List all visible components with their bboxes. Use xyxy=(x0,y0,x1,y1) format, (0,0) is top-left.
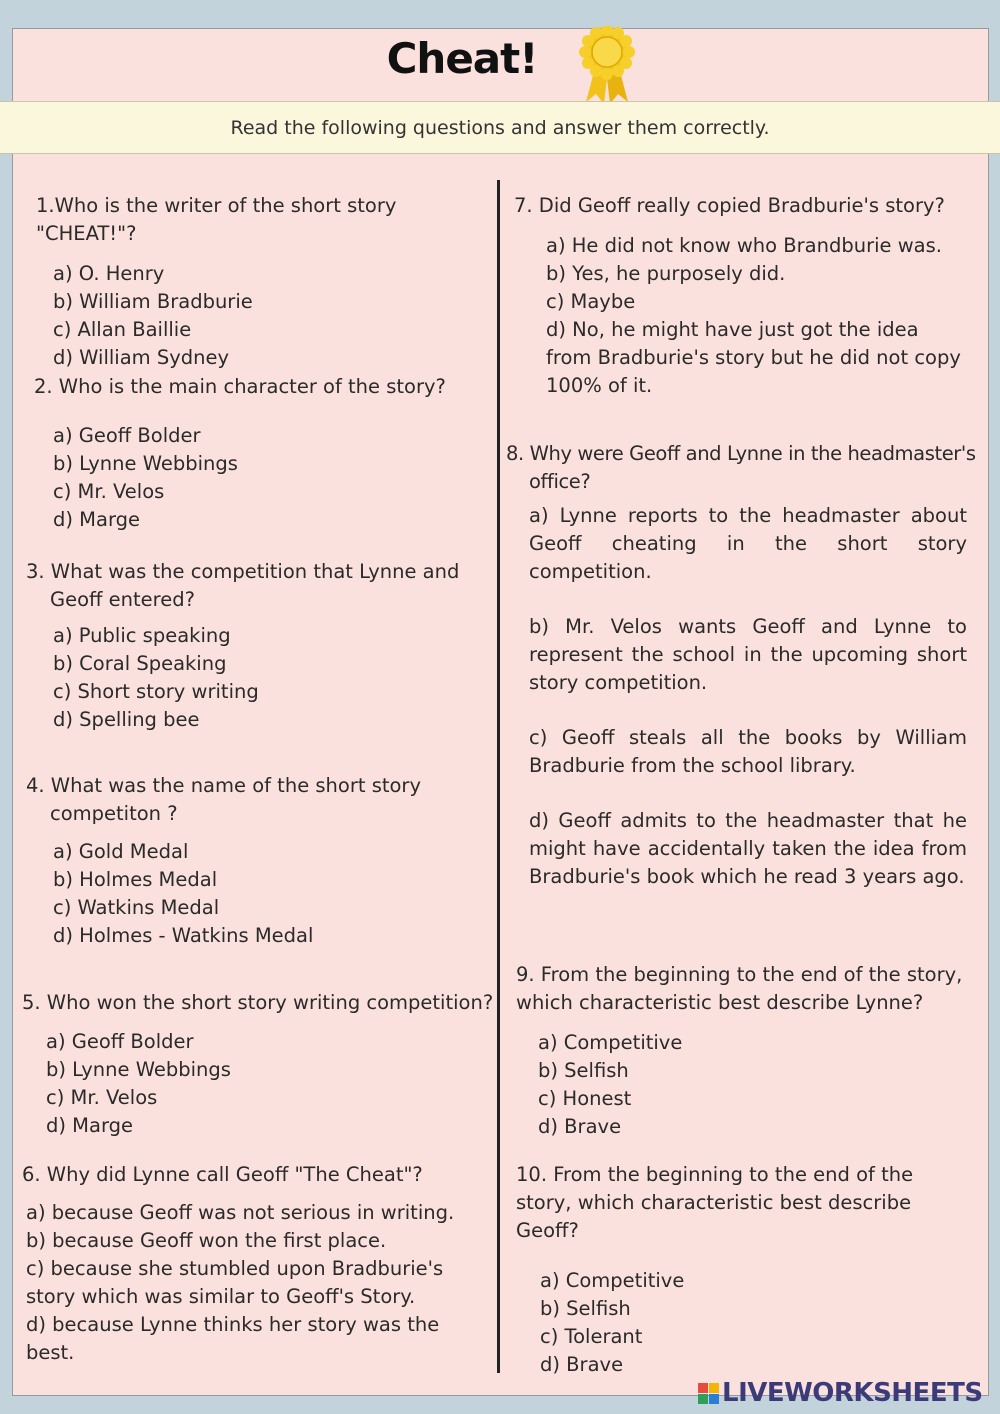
option[interactable]: a) Competitive xyxy=(540,1269,685,1292)
question-stem: 2. Who is the main character of the story? xyxy=(34,375,446,398)
liveworksheets-logo xyxy=(698,1378,983,1408)
option[interactable]: b) Lynne Webbings xyxy=(46,1058,231,1081)
instruction-text: Read the following questions and answer them correctly. xyxy=(230,117,770,139)
option[interactable]: d) William Sydney xyxy=(53,346,230,369)
question-1 xyxy=(36,192,496,372)
option[interactable]: b) Selfish xyxy=(538,1059,629,1082)
column-divider xyxy=(497,180,500,1373)
option[interactable]: a) Gold Medal xyxy=(53,840,189,863)
option-list xyxy=(26,1199,462,1367)
question-stem: 4. What was the name of the short story competiton ? xyxy=(26,774,421,825)
option-list xyxy=(53,260,496,372)
option[interactable]: c) Mr. Velos xyxy=(46,1086,158,1109)
option-list xyxy=(529,502,967,891)
award-rosette-icon xyxy=(578,26,636,106)
option-list xyxy=(53,422,494,534)
question-stem: 10. From the beginning to the end of the story, which characteristic best describe Geoff? xyxy=(516,1163,914,1242)
option[interactable]: b) William Bradburie xyxy=(53,290,253,313)
option[interactable]: c) Short story writing xyxy=(53,680,259,703)
option[interactable]: c) Geoff steals all the books by William Bradburie from the school library. xyxy=(529,726,967,777)
option[interactable]: d) Brave xyxy=(538,1115,622,1138)
question-stem: 5. Who won the short story writing competition? xyxy=(22,991,494,1014)
option[interactable]: d) Marge xyxy=(46,1114,134,1137)
option[interactable]: a) because Geoff was not serious in writing. xyxy=(26,1201,455,1224)
question-stem: 6. Why did Lynne call Geoff "The Cheat"? xyxy=(22,1163,423,1186)
option[interactable]: b) Mr. Velos wants Geoff and Lynne to represent the school in the upcoming short story competition. xyxy=(529,615,967,694)
option[interactable]: d) Geoff admits to the headmaster that he might have accidentally taken the idea from Bradburie's book which he read 3 years ago. xyxy=(529,809,967,888)
question-2 xyxy=(34,373,494,534)
question-3 xyxy=(26,558,490,734)
question-7 xyxy=(514,192,974,400)
option[interactable]: b) Selfish xyxy=(540,1297,631,1320)
question-stem: 1.Who is the writer of the short story "CHEAT!"? xyxy=(36,194,397,245)
option[interactable]: d) Holmes - Watkins Medal xyxy=(53,924,314,947)
option[interactable]: c) Allan Baillie xyxy=(53,318,192,341)
option[interactable]: d) Marge xyxy=(53,508,141,531)
option-list xyxy=(540,1267,971,1379)
question-stem: 9. From the beginning to the end of the story, which characteristic best describe Lynne? xyxy=(516,963,963,1014)
question-8 xyxy=(506,440,991,891)
option[interactable]: b) Coral Speaking xyxy=(53,652,227,675)
option[interactable]: d) because Lynne thinks her story was the best. xyxy=(26,1313,440,1364)
option[interactable]: a) He did not know who Brandburie was. xyxy=(546,234,942,257)
option[interactable]: c) Mr. Velos xyxy=(53,480,165,503)
question-5 xyxy=(22,989,494,1140)
option[interactable]: b) Yes, he purposely did. xyxy=(546,262,786,285)
instruction-banner xyxy=(0,101,1000,154)
question-10 xyxy=(516,1161,971,1379)
question-stem: 3. What was the competition that Lynne and Geoff entered? xyxy=(26,560,460,611)
option[interactable]: c) Honest xyxy=(538,1087,632,1110)
option[interactable]: b) Holmes Medal xyxy=(53,868,218,891)
option[interactable]: a) Competitive xyxy=(538,1031,683,1054)
option[interactable]: d) No, he might have just got the idea from Bradburie's story but he did not copy 100% of it. xyxy=(546,318,961,397)
option[interactable]: c) Tolerant xyxy=(540,1325,643,1348)
option[interactable]: a) Public speaking xyxy=(53,624,231,647)
question-stem: 8. Why were Geoff and Lynne in the headmaster's office? xyxy=(506,442,976,493)
option-list xyxy=(53,622,490,734)
option-list xyxy=(546,232,966,400)
option[interactable]: a) O. Henry xyxy=(53,262,165,285)
option[interactable]: d) Brave xyxy=(540,1353,624,1376)
question-9 xyxy=(516,961,966,1141)
option[interactable]: a) Geoff Bolder xyxy=(53,424,201,447)
option[interactable]: a) Lynne reports to the headmaster about Geoff cheating in the short story competition. xyxy=(529,504,967,583)
option-list xyxy=(46,1028,494,1140)
option-list xyxy=(538,1029,966,1141)
question-stem: 7. Did Geoff really copied Bradburie's story? xyxy=(514,194,945,217)
page-title: Cheat! xyxy=(386,34,538,83)
logo-mark-icon xyxy=(698,1383,719,1404)
option[interactable]: b) because Geoff won the first place. xyxy=(26,1229,387,1252)
option[interactable]: c) because she stumbled upon Bradburie's story which was similar to Geoff's Story. xyxy=(26,1257,444,1308)
option[interactable]: c) Watkins Medal xyxy=(53,896,220,919)
option[interactable]: b) Lynne Webbings xyxy=(53,452,238,475)
question-4 xyxy=(26,772,450,950)
option[interactable]: a) Geoff Bolder xyxy=(46,1030,194,1053)
option-list xyxy=(53,838,450,950)
logo-text: LIVEWORKSHEETS xyxy=(722,1378,983,1408)
question-6 xyxy=(22,1161,462,1367)
option[interactable]: c) Maybe xyxy=(546,290,636,313)
option[interactable]: d) Spelling bee xyxy=(53,708,200,731)
